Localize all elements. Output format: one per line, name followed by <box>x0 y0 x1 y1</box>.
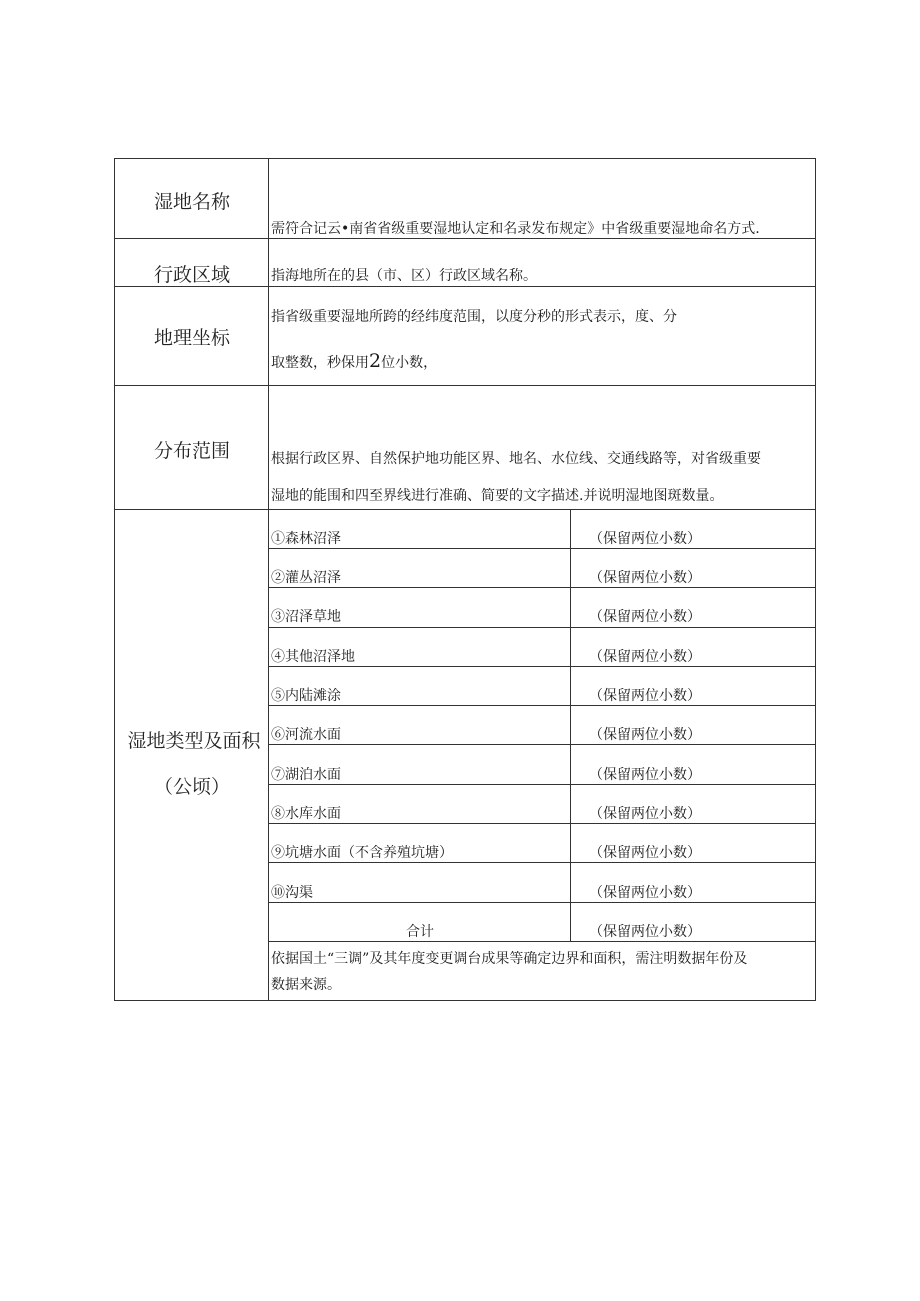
wetland-type-area-label: 湿地类型及面积 <box>127 730 261 752</box>
total-value: （保留两位小数） <box>589 924 701 940</box>
type-row-divider <box>268 902 815 903</box>
distribution-range-desc-line2: 湿地的能围和四至界线进行准确、简要的文字描述.并说明湿地图斑数量。 <box>271 488 724 504</box>
distribution-range-desc-line1: 根据行政区界、自然保护地功能区界、地名、水位线、交通线路等，对省级重要 <box>271 451 761 467</box>
wetland-type-name: ③沼泽草地 <box>271 609 341 625</box>
area-note-line1: 依据国土“三调”及其年度变更调台成果等确定边界和面积，需注明数据年份及 <box>271 951 748 967</box>
row-divider <box>115 385 815 386</box>
type-row-divider <box>268 705 815 706</box>
type-row-divider <box>268 587 815 588</box>
wetland-type-name: ⑧水库水面 <box>271 806 341 822</box>
type-row-divider <box>268 784 815 785</box>
type-row-divider <box>268 627 815 628</box>
wetland-type-value: （保留两位小数） <box>589 609 701 625</box>
wetland-type-value: （保留两位小数） <box>589 727 701 743</box>
wetland-name-label: 湿地名称 <box>153 191 230 213</box>
wetland-area-unit-label: （公顷） <box>153 776 230 798</box>
coordinates-desc-line2 <box>271 350 437 372</box>
wetland-type-value: （保留两位小数） <box>589 688 701 704</box>
wetland-type-name: ⑥河流水面 <box>271 727 341 743</box>
type-row-divider <box>268 823 815 824</box>
coordinates-decimal-count: 2 <box>369 350 382 372</box>
value-column-divider <box>570 509 571 941</box>
wetland-type-value: （保留两位小数） <box>589 649 701 665</box>
wetland-info-table <box>114 158 816 1001</box>
wetland-type-name: ①森林沼泽 <box>271 531 341 547</box>
wetland-type-value: （保留两位小数） <box>589 531 701 547</box>
wetland-type-value: （保留两位小数） <box>589 570 701 586</box>
wetland-type-value: （保留两位小数） <box>589 885 701 901</box>
coordinates-label: 地理坐标 <box>153 327 230 349</box>
wetland-type-name: ⑦湖泊水面 <box>271 767 341 783</box>
coordinates-line2-start: 取整数，秒保用 <box>271 355 369 371</box>
coordinates-desc-line1: 指省级重要湿地所跨的经纬度范围，以度分秒的形式表示，度、分 <box>271 309 677 325</box>
area-note-line2: 数据来源。 <box>271 977 341 993</box>
wetland-type-name: ⑤内陆滩涂 <box>271 688 341 704</box>
wetland-type-name: ④其他沼泽地 <box>271 649 355 665</box>
type-row-divider <box>268 862 815 863</box>
wetland-type-name: ⑩沟渠 <box>271 885 313 901</box>
wetland-type-name: ⑨坑塘水面（不含养殖坑塘） <box>271 845 453 861</box>
type-row-divider <box>268 666 815 667</box>
admin-region-desc: 指海地所在的县（市、区）行政区域名称。 <box>271 268 537 284</box>
wetland-type-value: （保留两位小数） <box>589 845 701 861</box>
wetland-name-desc: 需符合记云•南省省级重要湿地认定和名录发布规定》中省级重要湿地命名方式. <box>271 221 760 237</box>
wetland-type-name: ②灌丛沼泽 <box>271 570 341 586</box>
total-label: 合计 <box>406 924 434 940</box>
type-row-divider <box>268 941 815 942</box>
distribution-range-label: 分布范围 <box>153 440 230 462</box>
wetland-type-value: （保留两位小数） <box>589 806 701 822</box>
type-row-divider <box>268 548 815 549</box>
coordinates-line2-end: 位小数， <box>381 355 438 371</box>
admin-region-label: 行政区域 <box>153 264 230 286</box>
wetland-type-value: （保留两位小数） <box>589 767 701 783</box>
row-divider <box>115 509 815 510</box>
type-row-divider <box>268 744 815 745</box>
row-divider <box>115 238 815 239</box>
